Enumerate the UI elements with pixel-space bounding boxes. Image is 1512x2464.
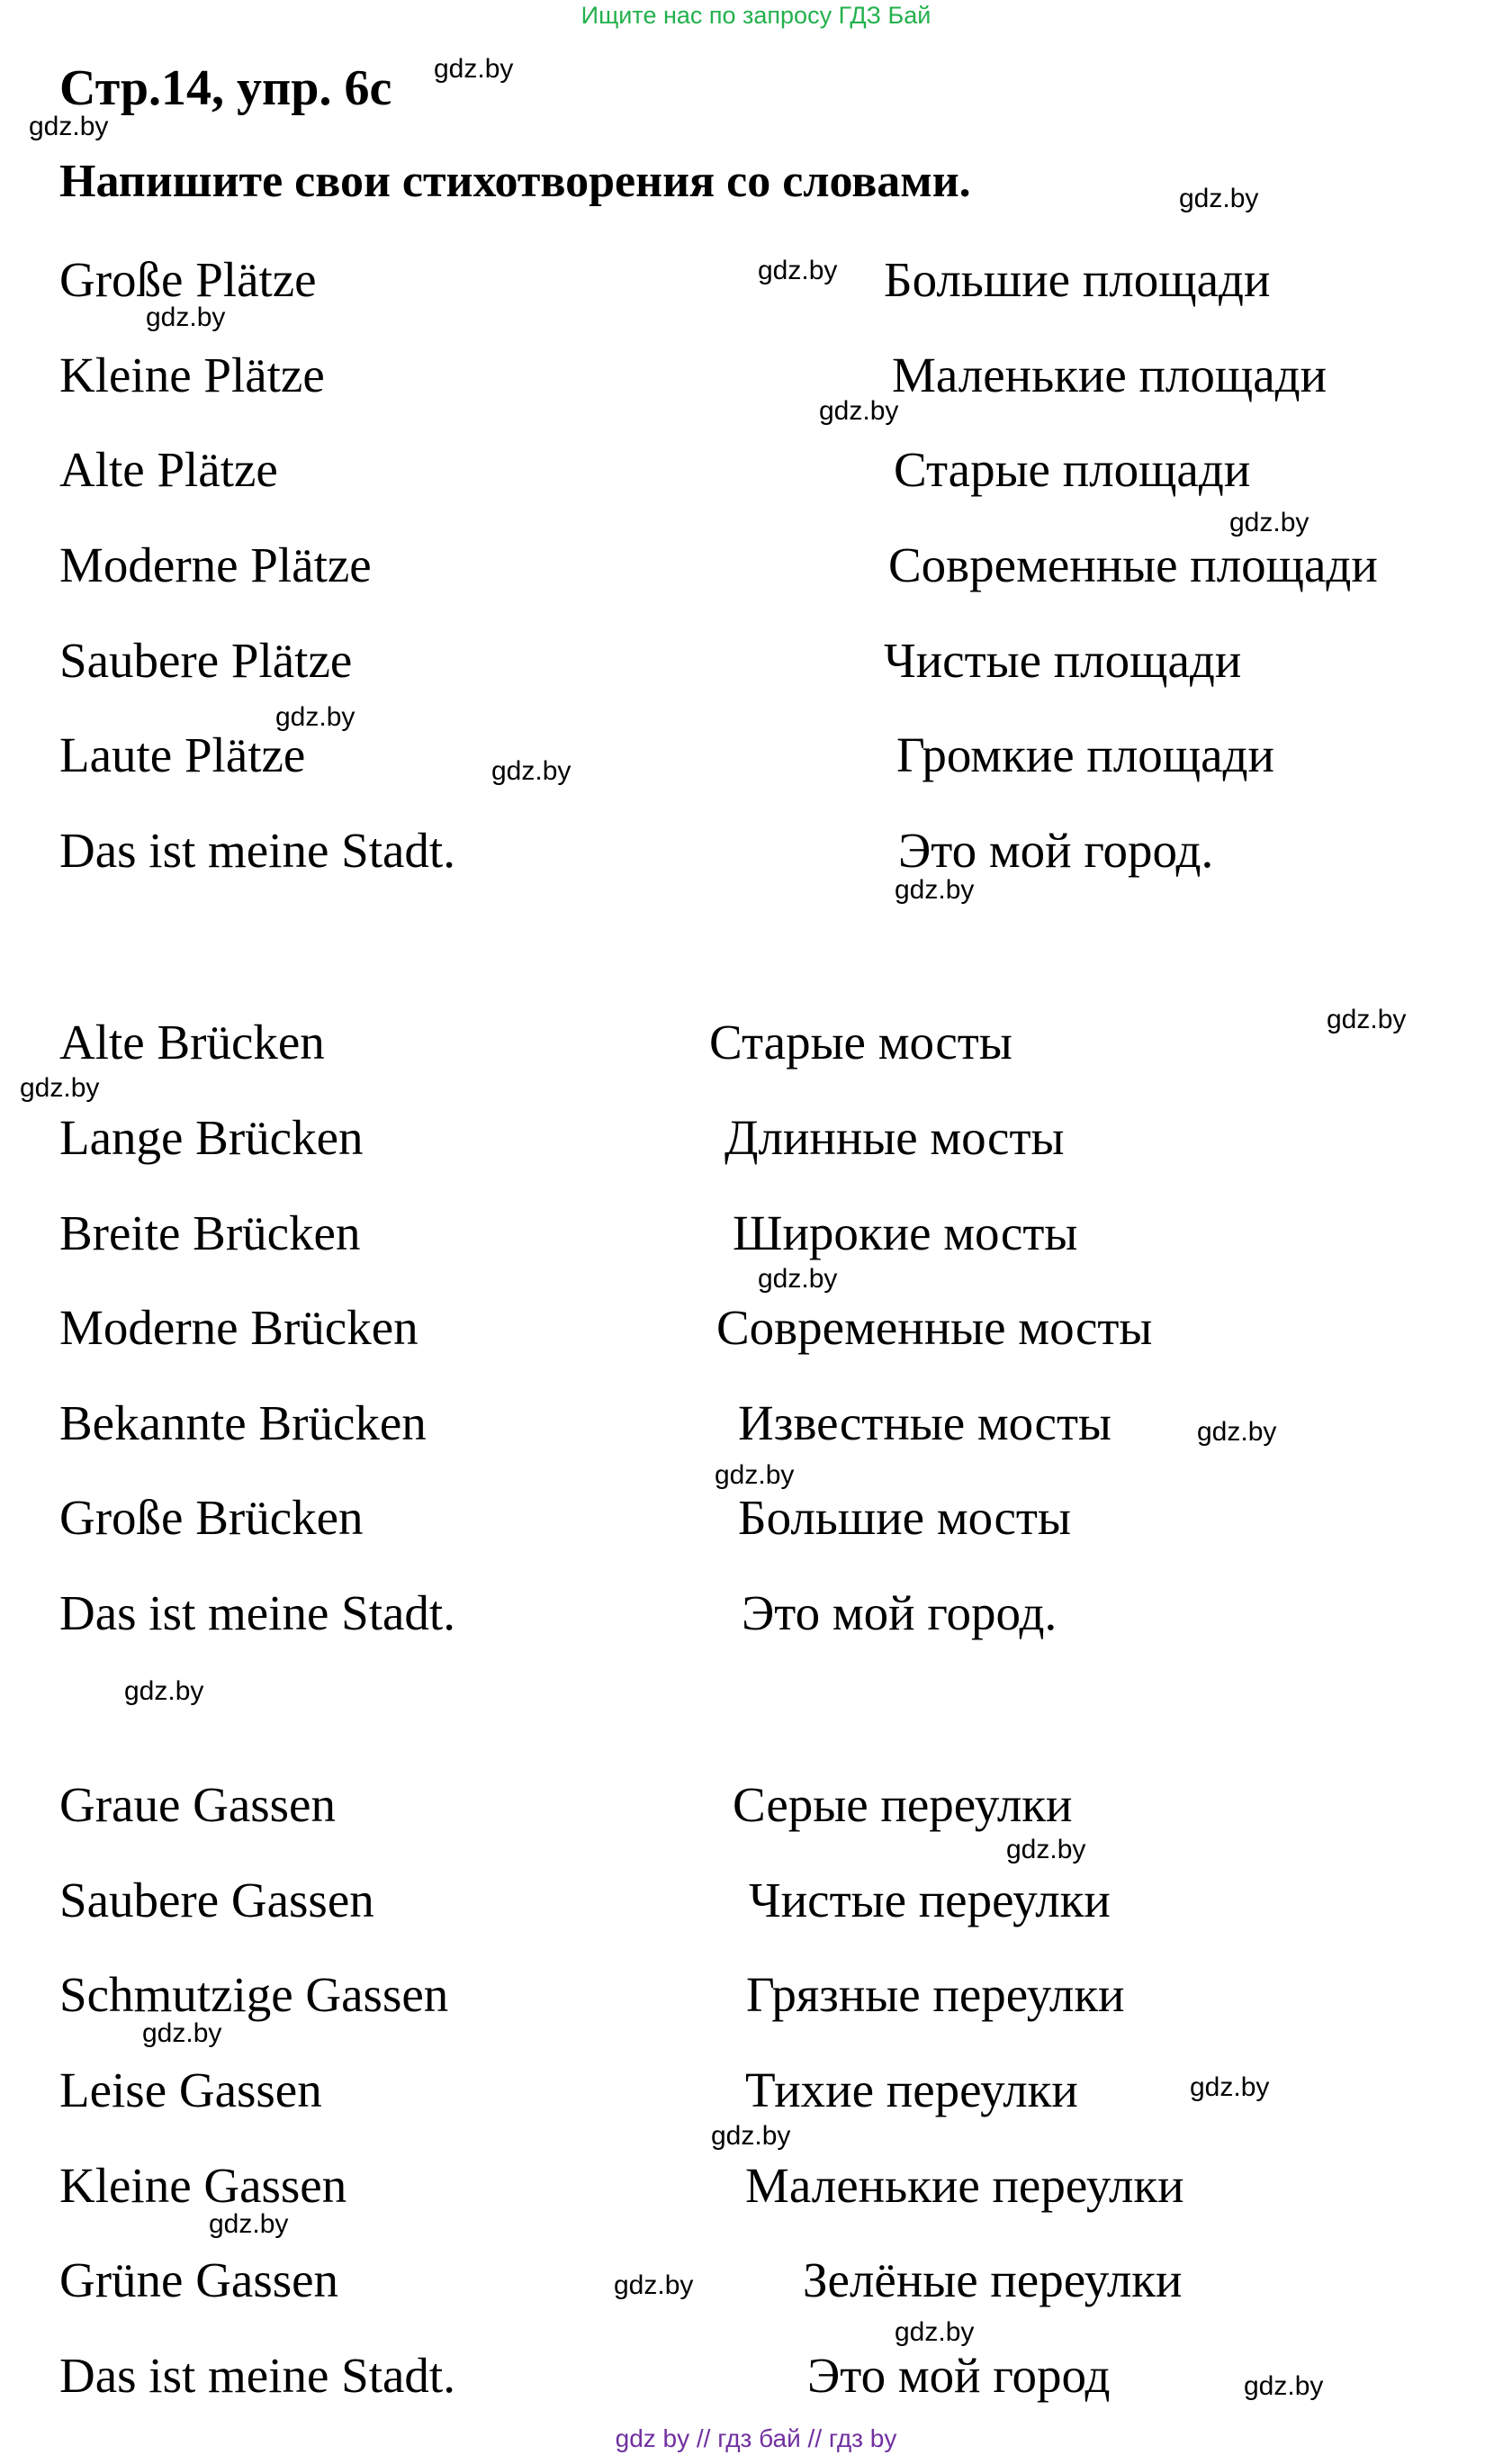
russian-line: Большие площади bbox=[884, 252, 1271, 307]
german-line: Alte Plätze bbox=[59, 442, 278, 497]
watermark: gdz.by bbox=[124, 1676, 204, 1706]
watermark: gdz.by bbox=[1190, 2072, 1270, 2102]
russian-line: Громкие площади bbox=[896, 727, 1274, 782]
german-line: Leise Gassen bbox=[59, 2062, 322, 2117]
watermark: gdz.by bbox=[614, 2270, 694, 2300]
watermark: gdz.by bbox=[1006, 1835, 1086, 1864]
german-line: Moderne Brücken bbox=[59, 1300, 418, 1355]
german-line: Graue Gassen bbox=[59, 1777, 336, 1832]
russian-line: Современные площади bbox=[888, 537, 1378, 592]
german-line: Grüne Gassen bbox=[59, 2252, 339, 2307]
task-instruction: Напишите свои стихотворения со словами. bbox=[59, 156, 971, 207]
german-line: Lange Brücken bbox=[59, 1110, 364, 1165]
russian-line: Маленькие переулки bbox=[745, 2158, 1184, 2213]
german-line: Alte Brücken bbox=[59, 1015, 325, 1070]
german-line: Laute Plätze bbox=[59, 727, 306, 782]
watermark: gdz.by bbox=[819, 396, 899, 426]
watermark: gdz.by bbox=[711, 2121, 791, 2151]
german-line: Breite Brücken bbox=[59, 1205, 361, 1260]
watermark: gdz.by bbox=[1327, 1005, 1407, 1034]
russian-line: Маленькие площади bbox=[892, 347, 1328, 402]
search-banner[interactable]: Ищите нас по запросу ГДЗ Бай bbox=[580, 2, 932, 29]
russian-line: Длинные мосты bbox=[724, 1110, 1065, 1165]
watermark: gdz.by bbox=[20, 1073, 100, 1103]
watermark: gdz.by bbox=[758, 1264, 838, 1294]
russian-line: Тихие переулки bbox=[745, 2062, 1078, 2117]
german-line: Große Brücken bbox=[59, 1490, 364, 1545]
russian-line: Большие мосты bbox=[738, 1490, 1071, 1545]
watermark: gdz.by bbox=[895, 875, 975, 905]
russian-line: Это мой город. bbox=[898, 823, 1214, 878]
russian-line: Известные мосты bbox=[738, 1395, 1112, 1450]
german-line: Saubere Plätze bbox=[59, 633, 353, 688]
german-line: Saubere Gassen bbox=[59, 1873, 374, 1927]
watermark: gdz.by bbox=[1197, 1417, 1277, 1447]
german-line: Das ist meine Stadt. bbox=[59, 823, 455, 878]
russian-line: Старые площади bbox=[894, 442, 1251, 497]
watermark: gdz.by bbox=[434, 54, 514, 84]
russian-line: Старые мосты bbox=[709, 1015, 1012, 1070]
russian-line: Грязные переулки bbox=[746, 1967, 1125, 2022]
russian-line: Чистые переулки bbox=[749, 1873, 1111, 1927]
german-line: Das ist meine Stadt. bbox=[59, 1585, 455, 1640]
russian-line: Это мой город bbox=[807, 2348, 1111, 2403]
watermark: gdz.by bbox=[142, 2018, 222, 2048]
russian-line: Чистые площади bbox=[884, 633, 1242, 688]
watermark: gdz.by bbox=[491, 756, 572, 786]
russian-line: Широкие мосты bbox=[733, 1205, 1078, 1260]
german-line: Das ist meine Stadt. bbox=[59, 2348, 455, 2403]
footer-links[interactable]: gdz by // гдз бай // гдз by bbox=[615, 2424, 897, 2452]
german-line: Große Plätze bbox=[59, 252, 317, 307]
russian-line: Серые переулки bbox=[733, 1777, 1073, 1832]
watermark: gdz.by bbox=[146, 302, 226, 332]
watermark: gdz.by bbox=[758, 256, 838, 285]
watermark: gdz.by bbox=[209, 2209, 289, 2239]
german-line: Kleine Gassen bbox=[59, 2158, 347, 2213]
russian-line: Это мой город. bbox=[742, 1585, 1058, 1640]
page-title: Стр.14, упр. 6с bbox=[59, 60, 392, 116]
watermark: gdz.by bbox=[715, 1460, 795, 1490]
watermark: gdz.by bbox=[895, 2317, 975, 2347]
watermark: gdz.by bbox=[29, 112, 109, 141]
german-line: Schmutzige Gassen bbox=[59, 1967, 449, 2022]
russian-line: Современные мосты bbox=[716, 1300, 1153, 1355]
watermark: gdz.by bbox=[1229, 508, 1310, 537]
watermark: gdz.by bbox=[1179, 184, 1259, 213]
german-line: Kleine Plätze bbox=[59, 347, 325, 402]
watermark: gdz.by bbox=[275, 702, 356, 732]
watermark: gdz.by bbox=[1244, 2371, 1324, 2401]
russian-line: Зелёные переулки bbox=[803, 2252, 1183, 2307]
german-line: Bekannte Brücken bbox=[59, 1395, 427, 1450]
german-line: Moderne Plätze bbox=[59, 537, 372, 592]
